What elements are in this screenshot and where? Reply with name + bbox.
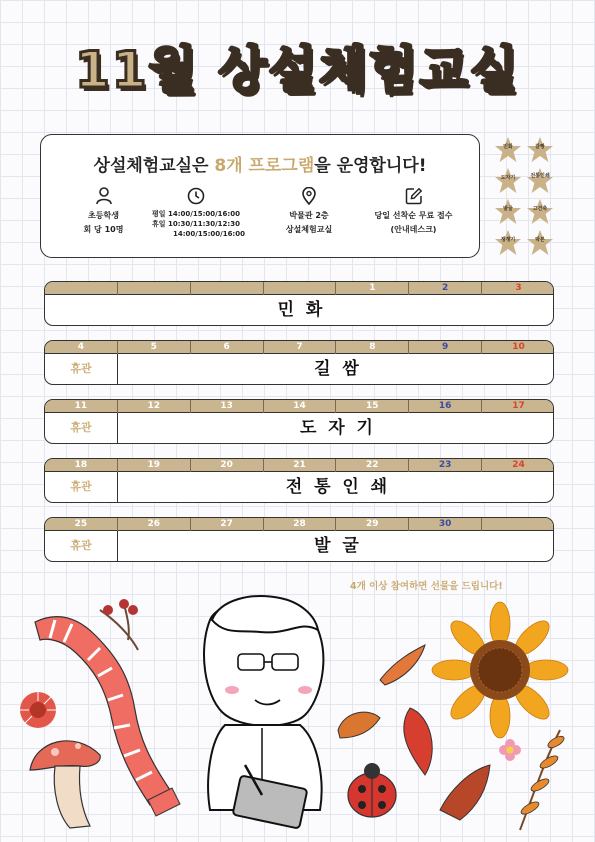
week-program: 발 굴	[314, 536, 359, 556]
day-number: 17	[512, 401, 525, 411]
craftsman-illustration	[204, 596, 323, 829]
star-badge	[526, 136, 554, 164]
day-number: 28	[264, 518, 337, 531]
star-label: 갈빵	[535, 144, 545, 150]
place-line1: 박물관 2층	[289, 211, 329, 220]
page-title: 11월 상설체험교실	[74, 41, 521, 99]
place-line2: 상설체험교실	[285, 224, 333, 234]
time-line2: 휴일 10:30/11:30/12:30	[152, 220, 240, 229]
info-target	[61, 187, 146, 236]
star-label: 발굴	[503, 206, 513, 212]
day-number: 26	[118, 518, 191, 531]
time-line3: 14:00/15:00/16:00	[173, 230, 245, 239]
apply-line1: 당일 선착순 무료 접수	[374, 211, 453, 220]
day-number: 7	[264, 341, 337, 354]
closed-label: 휴관	[45, 472, 118, 503]
day-number: 9	[409, 341, 482, 354]
calendar-week	[44, 458, 554, 503]
day-number: 6	[191, 341, 264, 354]
oak-leaf-illustration	[338, 712, 380, 738]
day-number	[264, 282, 337, 295]
calendar-week	[44, 340, 554, 385]
calendar-week	[44, 281, 554, 326]
week-date-header	[45, 341, 553, 354]
headline-pre: 상설체험교실은	[93, 156, 215, 176]
day-number: 23	[409, 459, 482, 472]
headline-accent: 8개 프로그램	[214, 156, 315, 176]
week-program: 도 자 기	[299, 418, 373, 438]
star-badge	[526, 198, 554, 226]
day-number: 16	[409, 400, 482, 413]
day-number: 2	[409, 282, 482, 295]
day-number: 8	[336, 341, 409, 354]
berry-branch-illustration	[100, 599, 138, 650]
target-line2: 회 당 10명	[83, 224, 124, 234]
person-icon	[96, 187, 112, 205]
week-date-header	[45, 518, 553, 531]
target-line1: 초등학생	[88, 211, 119, 220]
maple-leaf-illustration	[440, 765, 490, 820]
star-badge	[494, 229, 522, 257]
day-number: 21	[264, 459, 337, 472]
day-number: 19	[118, 459, 191, 472]
location-pin-icon	[301, 187, 317, 205]
day-number: 4	[45, 341, 118, 354]
star-badge	[526, 167, 554, 195]
time-line1: 평일 14:00/15:00/16:00	[152, 210, 240, 218]
info-apply	[356, 187, 471, 236]
day-number: 15	[336, 400, 409, 413]
program-stars	[488, 134, 558, 254]
week-program: 전 통 인 쇄	[285, 477, 388, 497]
calendar-week	[44, 399, 554, 444]
star-label: 도자기	[500, 175, 516, 181]
fern-illustration	[519, 730, 565, 830]
star-badge	[494, 198, 522, 226]
day-number	[482, 518, 554, 531]
info-place	[259, 187, 359, 236]
day-number: 25	[45, 518, 118, 531]
clock-icon	[187, 187, 205, 205]
edit-icon	[405, 187, 423, 205]
closed-label: 휴관	[45, 531, 118, 562]
day-number: 12	[118, 400, 191, 413]
red-flower-illustration	[20, 692, 56, 728]
star-label: 탁본	[535, 237, 545, 243]
day-number: 13	[191, 400, 264, 413]
calendar-week	[44, 517, 554, 562]
day-number: 5	[118, 341, 191, 354]
star-label: 고건축	[532, 206, 548, 212]
day-number	[45, 282, 118, 295]
apply-line2: (안내데스크)	[390, 224, 437, 234]
star-badge	[494, 167, 522, 195]
info-time	[141, 187, 251, 239]
day-number: 30	[409, 518, 482, 531]
sunflower-illustration	[432, 602, 568, 738]
day-number: 22	[336, 459, 409, 472]
day-number: 29	[336, 518, 409, 531]
day-number: 20	[191, 459, 264, 472]
day-number: 18	[45, 459, 118, 472]
week-date-header	[45, 459, 553, 472]
week-program: 민 화	[277, 300, 323, 320]
feather-illustration	[380, 645, 425, 685]
star-label: 쟁쟁기	[500, 237, 516, 243]
headline-post: 을 운영합니다!	[314, 156, 427, 176]
day-number: 3	[515, 283, 522, 293]
day-number: 1	[336, 282, 409, 295]
star-label: 전통인쇄	[530, 173, 550, 179]
day-number: 10	[512, 342, 525, 352]
star-badge	[526, 229, 554, 257]
day-number: 27	[191, 518, 264, 531]
closed-label: 휴관	[45, 354, 118, 385]
star-badge	[494, 136, 522, 164]
day-number	[118, 282, 191, 295]
autumn-illustration	[0, 590, 595, 842]
mushroom-illustration	[30, 741, 100, 828]
red-leaf-illustration	[404, 708, 432, 775]
info-box	[40, 134, 480, 258]
ladybug-illustration	[348, 763, 396, 817]
week-program: 길 쌈	[314, 359, 359, 379]
gift-note: 4개 이상 참여하면 선물을 드립니다!	[350, 581, 503, 592]
day-number	[191, 282, 264, 295]
day-number: 14	[264, 400, 337, 413]
week-date-header	[45, 400, 553, 413]
day-number: 24	[512, 460, 525, 470]
week-date-header	[45, 282, 553, 295]
star-label: 민화	[503, 144, 513, 150]
info-headline	[41, 151, 479, 176]
closed-label: 휴관	[45, 413, 118, 444]
day-number: 11	[45, 400, 118, 413]
pink-flower-illustration	[499, 739, 521, 761]
